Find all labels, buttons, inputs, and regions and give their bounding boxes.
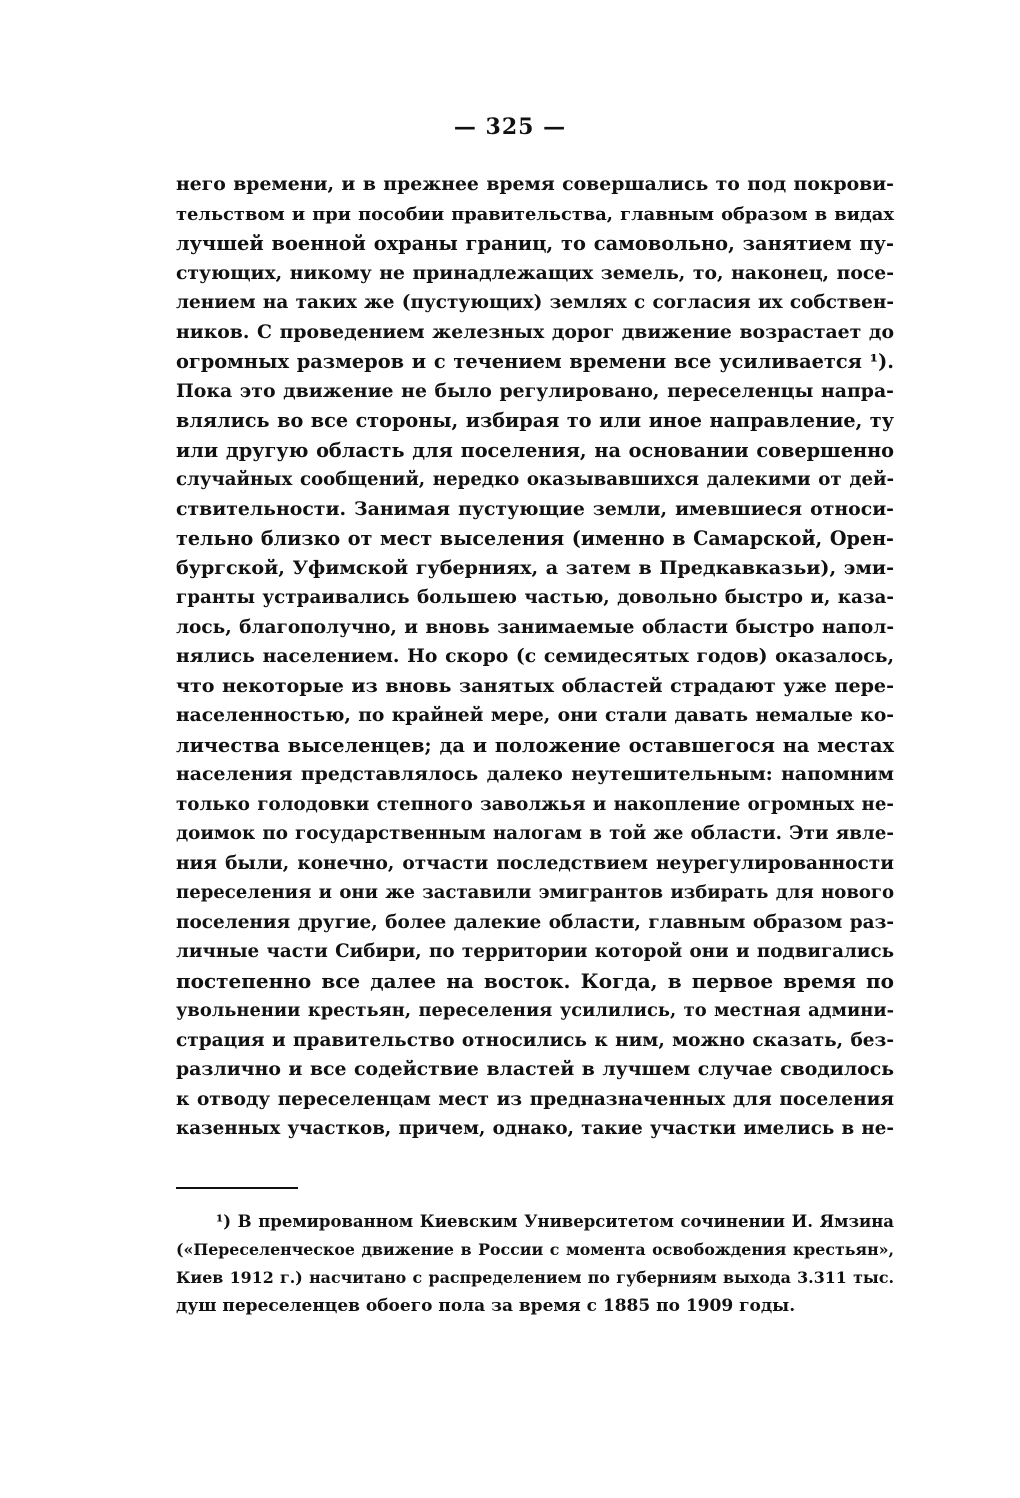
text-line: к отводу переселенцам мест из предназначенных для поселения: [176, 1088, 894, 1110]
text-line: влялись во все стороны, избирая то или иное направление, ту: [176, 409, 894, 432]
text-line: гранты устраивались большею частью, довольно быстро и, каза-: [176, 587, 894, 608]
text-line: увольнении крестьян, переселения усилились, то местная админи-: [176, 1000, 894, 1021]
text-line: ния были, конечно, отчасти последствием неурегулированности: [176, 852, 894, 874]
text-line: стующих, никому не принадлежащих земель, то, наконец, посе-: [176, 261, 894, 284]
text-line: поселения другие, более далекие области, главным образом раз-: [176, 911, 894, 933]
text-line: него времени, и в прежнее время совершались то под покрови-: [176, 173, 894, 195]
text-line: лением на таких же (пустующих) землях с согласия их собствен-: [176, 292, 894, 313]
footnote-line: душ переселенцев обоего пола за время с 1885 по 1909 годы.: [176, 1296, 796, 1316]
footnote: [176, 1208, 894, 1320]
text-line: личества выселенцев; да и положение оставшегося на местах: [176, 733, 894, 757]
text-line: доимок по государственным налогам в той же области. Эти явле-: [176, 823, 894, 844]
text-line: казенных участков, причем, однако, такие участки имелись в не-: [176, 1118, 894, 1139]
text-line: случайных сообщений, нередко оказывавшихся далекими от дей-: [176, 469, 894, 490]
footnote-line: Киев 1912 г.) насчитано с распределением по губерниям выхода 3.311 тыс.: [176, 1268, 894, 1287]
text-line: тельно близко от мест выселения (именно в Самарской, Орен-: [176, 527, 894, 550]
footnote-line: ¹) В премированном Киевским Университетом сочинении И. Ямзина: [216, 1212, 894, 1231]
text-line: различно и все содействие властей в лучшем случае сводилось: [176, 1058, 894, 1080]
text-line: лучшей военной охраны границ, то самовольно, занятием пу-: [176, 232, 894, 255]
text-line: огромных размеров и с течением времени все усиливается ¹).: [176, 350, 894, 373]
text-line: Пока это движение не было регулировано, переселенцы напра-: [176, 379, 894, 402]
text-line: бургской, Уфимской губерниях, а затем в Предкавказьи), эми-: [176, 556, 894, 579]
body-text: [176, 170, 894, 1144]
page-number: — 325 —: [453, 114, 567, 140]
text-line: населенностью, по крайней мере, они стали давать немалые ко-: [176, 704, 894, 726]
text-line: тельством и при пособии правительства, главным образом в видах: [176, 203, 894, 225]
text-line: только голодовки степного заволжья и накопление огромных не-: [176, 793, 894, 815]
footnote-line: («Переселенческое движение в России с момента освобождения крестьян»,: [176, 1240, 894, 1259]
text-line: нялись населением. Но скоро (с семидесятых годов) оказалось,: [176, 645, 894, 667]
text-line: страция и правительство относились к ним, можно сказать, без-: [176, 1029, 894, 1051]
text-line: что некоторые из вновь занятых областей страдают уже пере-: [176, 674, 894, 697]
text-line: или другую область для поселения, на основании совершенно: [176, 438, 894, 462]
text-line: населения представлялось далеко неутешительным: напомним: [176, 763, 894, 785]
text-line: переселения и они же заставили эмигрантов избирать для нового: [176, 882, 894, 903]
text-line: постепенно все далее на восток. Когда, в первое время по: [176, 968, 894, 993]
text-line: лось, благополучно, и вновь занимаемые области быстро напол-: [176, 616, 894, 638]
footnote-rule: [176, 1187, 298, 1189]
text-line: личные части Сибири, по территории которой они и подвигались: [176, 941, 894, 962]
text-line: ников. С проведением железных дорог движение возрастает до: [176, 320, 894, 343]
text-line: ствительности. Занимая пустующие земли, имевшиеся относи-: [176, 497, 894, 520]
